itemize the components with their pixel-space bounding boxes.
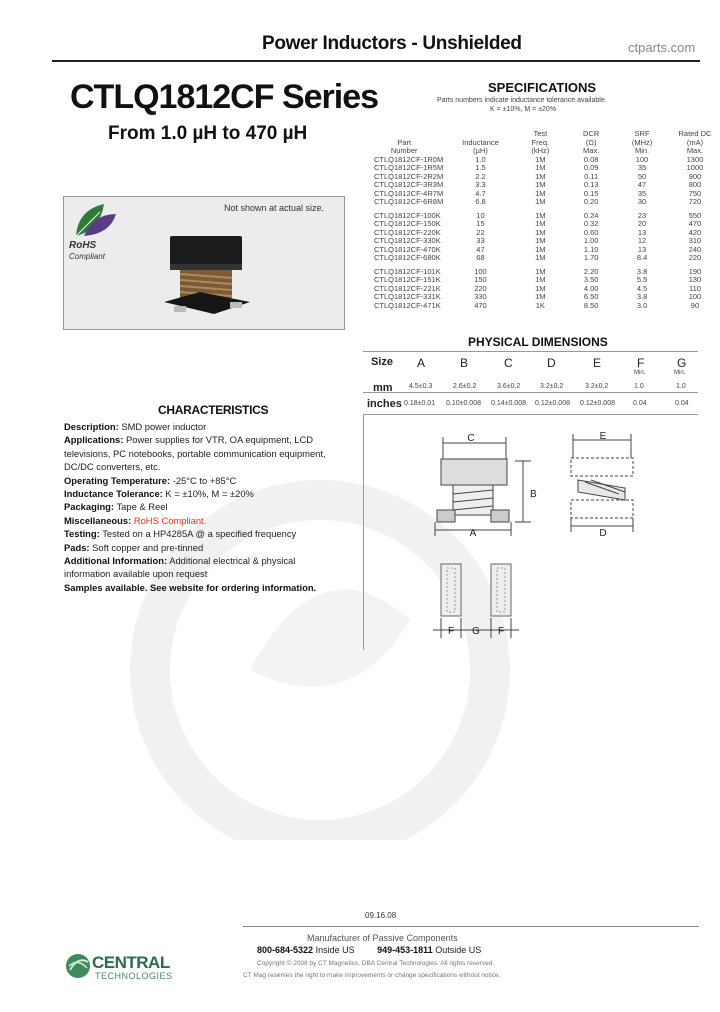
spec-cell: 1M (535, 197, 546, 206)
spec-row (360, 254, 720, 263)
dim-mm-c: 3.6±0.2 (497, 383, 521, 390)
spec-cell: 130 (688, 275, 702, 284)
mm-label: mm (373, 382, 393, 394)
spec-cell: 100 (474, 266, 487, 276)
dim-header-b: B (460, 356, 469, 370)
spec-cell: 1000 (686, 163, 704, 172)
spec-cell: 4.5 (636, 283, 648, 293)
spec-cell: 1M (535, 244, 546, 254)
diagram-label-b: B (530, 489, 537, 500)
spec-cell: 220 (474, 283, 487, 293)
spec-cell: 0.24 (583, 210, 599, 220)
spec-cell: 0.08 (583, 154, 599, 164)
part-number-cell: CTLQ1812CF-330K (374, 236, 441, 245)
spec-row (360, 302, 720, 311)
spec-cell: 2.2 (475, 171, 486, 181)
dim-in-d: 0.12±0.008 (535, 400, 570, 407)
dim-divider (363, 392, 698, 393)
dim-mm-b: 2.6±0.2 (453, 383, 477, 390)
char-pads: Pads: Soft copper and pre-tinned (64, 541, 204, 553)
spec-cell: 35 (637, 163, 647, 172)
diagram-label-d: D (599, 528, 607, 539)
spec-cell: 0.11 (584, 171, 599, 181)
dim-mm-e: 3.2±0.2 (585, 383, 609, 390)
dim-in-b: 0.10±0.008 (446, 400, 481, 407)
dim-mm-d: 3.2±0.2 (540, 383, 564, 390)
dim-in-c: 0.14±0.008 (491, 400, 526, 407)
dim-min-g: Min. (674, 370, 686, 376)
spec-cell: 3.0 (636, 300, 648, 310)
specifications-note: Parts numbers indicate inductance tolerance available. (437, 97, 607, 104)
spec-cell: 4.00 (583, 283, 599, 293)
spec-cell: 6.50 (583, 292, 599, 301)
spec-row (360, 198, 720, 207)
photo-note: Not shown at actual size. (224, 203, 325, 213)
char-samples: Samples available. See website for ordering information. (64, 581, 317, 593)
spec-cell: 1.10 (583, 244, 599, 254)
rohs-leaf-icon (70, 200, 120, 240)
spec-cell: 1K (535, 300, 545, 310)
part-number-cell: CTLQ1812CF-150K (374, 219, 441, 228)
spec-cell: 5.5 (636, 275, 648, 284)
char-testing: Testing: Tested on a HP4285A @ a specified frequency (64, 528, 297, 540)
spec-cell: 1M (535, 253, 546, 262)
spec-cell: 1M (535, 163, 546, 172)
spec-cell: 0.15 (583, 188, 599, 198)
spec-cell: 22 (476, 227, 485, 237)
dim-in-g: 0.04 (675, 400, 689, 407)
part-number-cell: CTLQ1812CF-100K (374, 210, 441, 220)
rohs-compliant-text: Compliant (69, 252, 106, 261)
spec-cell: 8.50 (583, 300, 599, 310)
spec-cell: 470 (474, 300, 487, 310)
spec-cell: 35 (637, 188, 647, 198)
physical-dimensions-title: PHYSICAL DIMENSIONS (468, 335, 608, 349)
phone-outside-label: Outside US (435, 945, 482, 955)
inductor-illustration (160, 228, 260, 328)
central-logo-icon (64, 952, 92, 980)
spec-cell: 3.8 (636, 266, 648, 276)
spec-cell: 1M (535, 292, 546, 301)
spec-row (360, 263, 720, 277)
spec-cell: 330 (474, 292, 487, 301)
part-number-cell: CTLQ1812CF-470K (374, 244, 441, 254)
spec-col-header: Rated DC (mA) Max. (678, 129, 712, 155)
spec-cell: 720 (688, 197, 702, 206)
spec-cell: 1M (535, 180, 546, 189)
phone-outside: 949-453-1811 (377, 945, 433, 955)
dim-header-c: C (504, 356, 513, 370)
spec-cell: 15 (476, 219, 485, 228)
spec-cell: 1300 (686, 154, 704, 164)
spec-cell: 3.8 (636, 292, 648, 301)
characteristics-title: CHARACTERISTICS (158, 403, 269, 417)
dim-header-d: D (547, 356, 556, 370)
inches-label: inches (367, 398, 402, 410)
spec-cell: 3.3 (475, 180, 486, 189)
spec-cell: 0.20 (583, 197, 599, 206)
spec-cell: 1M (535, 283, 546, 293)
dim-in-e: 0.12±0.008 (580, 400, 615, 407)
spec-cell: 1M (535, 171, 546, 181)
spec-cell: 0.09 (583, 163, 599, 172)
spec-cell: 310 (688, 236, 702, 245)
diagram-label-f1: F (447, 626, 455, 637)
spec-row (360, 207, 720, 221)
series-title: CTLQ1812CF Series (70, 78, 379, 116)
website-link[interactable]: ctparts.com (628, 40, 696, 55)
part-number-cell: CTLQ1812CF-331K (374, 292, 441, 301)
spec-col-header: Part Number (390, 137, 418, 155)
spec-cell: 1M (535, 154, 546, 164)
part-number-cell: CTLQ1812CF-1R5M (374, 163, 444, 172)
phone-us: 800-684-5322 (257, 945, 314, 955)
char-operating-temp: Operating Temperature: -25°C to +85°C (64, 474, 237, 486)
notice-text: CT Mag reserves the right to make improvements or change specifications without notice. (243, 972, 501, 979)
spec-cell: 1.00 (583, 236, 599, 245)
specifications-table (360, 130, 720, 310)
company-logo-text: CENTRAL (92, 953, 170, 972)
spec-cell: 110 (688, 283, 701, 293)
spec-cell: 1.70 (583, 253, 599, 262)
spec-cell: 23 (637, 210, 647, 220)
spec-col-header: DCR (Ω) Max. (583, 129, 600, 155)
dim-header-f: F (637, 356, 645, 370)
part-number-cell: CTLQ1812CF-2R2M (374, 171, 444, 181)
footer-divider (243, 926, 699, 927)
spec-cell: 2.20 (583, 266, 599, 276)
spec-cell: 190 (688, 266, 702, 276)
spec-cell: 470 (688, 219, 702, 228)
dim-divider (363, 351, 698, 352)
spec-cell: 220 (688, 253, 702, 262)
diagram-label-g: G (472, 626, 480, 637)
dim-header-a: A (417, 356, 426, 370)
spec-cell: 1M (535, 188, 546, 198)
part-number-cell: CTLQ1812CF-471K (374, 300, 441, 310)
spec-cell: 1.0 (475, 154, 486, 164)
dim-header-e: E (593, 356, 602, 370)
diagram-label-a: A (469, 528, 477, 539)
spec-cell: 3.50 (583, 275, 599, 284)
spec-cell: 1.5 (475, 163, 486, 172)
part-number-cell: CTLQ1812CF-1R0M (374, 154, 444, 164)
char-description: Description: SMD power inductor (64, 421, 207, 432)
spec-cell: 150 (474, 275, 487, 284)
dim-mm-a: 4.5±0.3 (409, 383, 433, 390)
spec-cell: 10 (476, 210, 485, 220)
spec-cell: 13 (637, 244, 647, 254)
spec-cell: 90 (690, 300, 700, 310)
dim-in-a: 0.18±0.01 (404, 400, 436, 407)
manufacturer-line: Manufacturer of Passive Components (307, 933, 458, 943)
spec-cell: 6.8 (475, 197, 486, 206)
spec-cell: 1M (535, 210, 546, 220)
spec-cell: 240 (688, 244, 702, 254)
spec-cell: 68 (476, 253, 485, 262)
dim-in-f: 0.04 (633, 400, 647, 407)
spec-col-header: Inductance (µH) (462, 137, 499, 155)
page-header-title: Power Inductors - Unshielded (262, 33, 522, 54)
spec-cell: 550 (688, 210, 702, 220)
diagram-label-f2: F (497, 626, 505, 637)
specifications-title: SPECIFICATIONS (488, 80, 597, 95)
spec-cell: 33 (476, 236, 485, 245)
part-number-cell: CTLQ1812CF-4R7M (374, 188, 444, 198)
inductance-range: From 1.0 µH to 470 µH (108, 123, 308, 144)
spec-cell: 13 (637, 227, 647, 237)
char-tolerance: Inductance Tolerance: K = ±10%, M = ±20% (64, 488, 254, 500)
phone-us-label: Inside US (315, 945, 355, 955)
spec-cell: 1M (535, 266, 546, 276)
part-number-cell: CTLQ1812CF-151K (374, 275, 441, 284)
dim-header-g: G (677, 356, 687, 370)
phone-line (257, 945, 481, 955)
company-logo-subtext: TECHNOLOGIES (95, 971, 173, 981)
rohs-text: RoHS (69, 240, 97, 251)
spec-cell: 750 (688, 188, 702, 198)
part-number-cell: CTLQ1812CF-221K (374, 283, 441, 293)
spec-cell: 0.32 (583, 219, 599, 228)
spec-cell: 30 (637, 197, 647, 206)
characteristics-list (64, 420, 339, 594)
spec-cell: 47 (476, 244, 485, 254)
dim-min-f: Min. (634, 370, 646, 376)
dim-mm-f: 1.0 (634, 383, 644, 390)
diagram-label-e: E (599, 431, 607, 442)
diagram-label-c: C (467, 433, 475, 444)
rohs-badge (69, 240, 105, 262)
copyright-text: Copyright © 2008 by CT Magnetics, DBA Central Technologies. All rights reserved. (257, 960, 495, 967)
spec-cell: 900 (688, 171, 702, 181)
spec-col-header: Test Freq. (kHz) (531, 129, 550, 155)
spec-cell: 8.4 (636, 253, 648, 262)
header-divider (52, 60, 700, 62)
part-number-cell: CTLQ1812CF-3R3M (374, 180, 444, 189)
spec-cell: 12 (637, 236, 647, 245)
spec-cell: 420 (688, 227, 702, 237)
spec-cell: 4.7 (475, 188, 486, 198)
spec-cell: 0.60 (583, 227, 599, 237)
char-packaging: Packaging: Tape & Reel (64, 501, 168, 513)
char-additional: Additional Information: Additional electrical & physical information available upon request (64, 555, 296, 580)
part-number-cell: CTLQ1812CF-680K (374, 253, 441, 262)
dim-mm-g: 1.0 (676, 383, 686, 390)
spec-cell: 20 (637, 219, 647, 228)
part-number-cell: CTLQ1812CF-220K (374, 227, 441, 237)
specifications-tolerance: K = ±10%, M = ±20% (490, 106, 557, 113)
spec-cell: 47 (637, 180, 647, 189)
spec-cell: 1M (535, 236, 546, 245)
revision-date: 09.16.08 (365, 911, 397, 920)
spec-cell: 100 (688, 292, 702, 301)
char-applications: Applications: Power supplies for VTR, OA equipment, LCD televisions, PC notebooks, portable communication equipment, DC/DC converters, etc. (64, 434, 326, 473)
spec-cell: 1M (535, 275, 546, 284)
spec-cell: 1M (535, 227, 546, 237)
spec-col-header: SRF (MHz) Min. (631, 129, 653, 155)
size-label: Size (371, 356, 394, 368)
spec-cell: 800 (688, 180, 702, 189)
part-number-cell: CTLQ1812CF-6R8M (374, 197, 444, 206)
spec-cell: 1M (535, 219, 546, 228)
part-number-cell: CTLQ1812CF-101K (374, 266, 441, 276)
dimension-diagram (363, 414, 698, 650)
char-misc: Miscellaneous: RoHS Compliant. (64, 514, 207, 526)
spec-cell: 100 (635, 154, 649, 164)
spec-cell: 0.13 (583, 180, 599, 189)
spec-cell: 50 (637, 171, 647, 181)
